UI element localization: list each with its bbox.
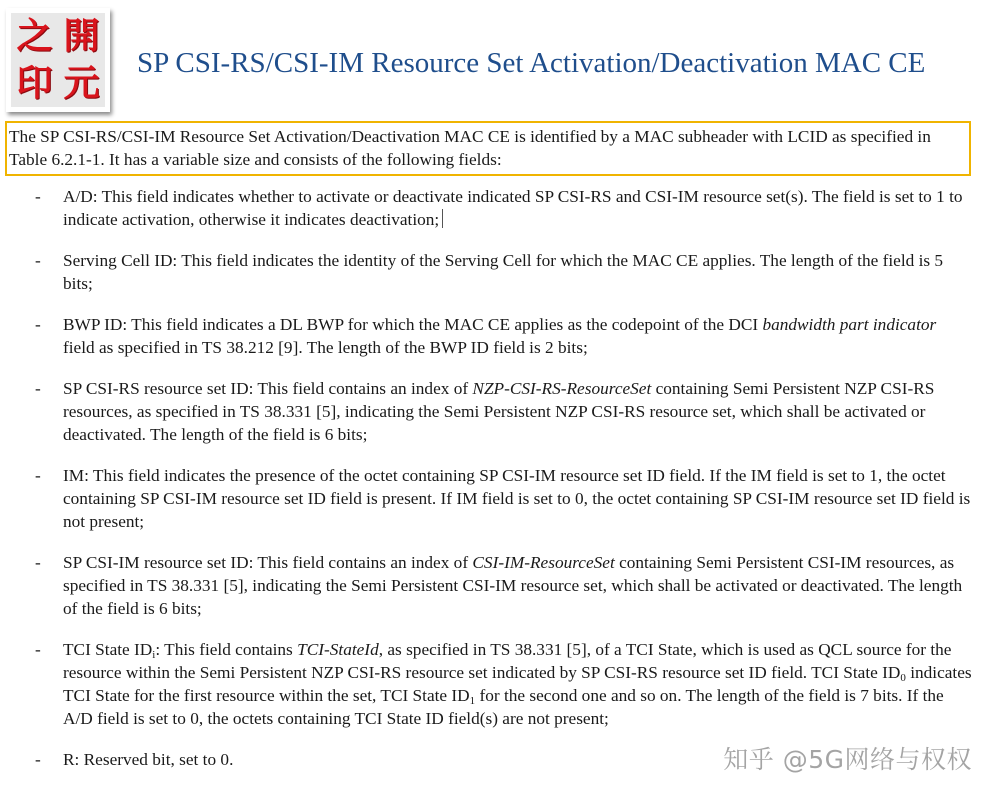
field-tci-text-4: indicates TCI State for the first resource within the set, TCI State ID <box>63 663 972 705</box>
bullet-dash: - <box>35 315 41 334</box>
field-sp-csi-im-set-id <box>0 551 996 620</box>
field-tci-text-3: , as specified in TS 38.331 [5], of a TCI State, which is used as QCL source for the resource within the Semi Persistent NZP CSI-RS resource set indicated by SP CSI-RS resource set ID field. TCI State ID <box>63 640 952 682</box>
field-sp-csi-rs-term: NZP-CSI-RS-ResourceSet <box>472 379 652 398</box>
field-tci-sub-0: 0 <box>900 672 906 684</box>
field-ad-text: A/D: This field indicates whether to activate or deactivate indicated SP CSI-RS and CSI-IM resource set(s). The field is set to 1 to indicate activation, otherwise it indicates deactivation; <box>63 187 963 229</box>
field-bwp-id <box>0 313 996 359</box>
bullet-dash: - <box>35 379 41 398</box>
field-serving-cell-id <box>0 249 996 295</box>
logo-char-2: 開 <box>63 15 100 57</box>
bullet-dash: - <box>35 466 41 485</box>
field-tci-sub-i: i <box>152 649 156 661</box>
page-title: SP CSI-RS/CSI-IM Resource Set Activation/Deactivation MAC CE <box>137 47 926 79</box>
text-cursor <box>442 209 443 228</box>
field-tci-sub-1: 1 <box>469 695 476 707</box>
field-tci-text-2: : This field contains <box>155 640 298 659</box>
field-serving-cell-text: Serving Cell ID: This field indicates the identity of the Serving Cell for which the MAC CE applies. The length of the field is 5 bits; <box>63 251 944 293</box>
field-tci-term: TCI-StateId <box>297 640 379 659</box>
field-bwp-text-pre: BWP ID: This field indicates a DL BWP for which the MAC CE applies as the codepoint of the DCI <box>63 315 763 334</box>
field-sp-csi-rs-text-post: containing Semi Persistent NZP CSI-RS resources, as specified in TS 38.331 [5], indicating the Semi Persistent NZP CSI-RS resource set, which shall be activated or deactivated. The length of the field is 6 bits; <box>63 379 935 444</box>
field-sp-csi-rs-set-id <box>0 377 996 446</box>
logo-char-1: 之 <box>16 15 53 57</box>
logo <box>6 8 110 112</box>
field-sp-csi-im-term: CSI-IM-ResourceSet <box>472 553 615 572</box>
bullet-dash: - <box>35 640 41 659</box>
bullet-dash: - <box>35 187 41 206</box>
field-bwp-text-post: field as specified in TS 38.212 [9]. The length of the BWP ID field is 2 bits; <box>63 338 588 357</box>
field-im-text: IM: This field indicates the presence of the octet containing SP CSI-IM resource set ID field. If the IM field is set to 1, the octet containing SP CSI-IM resource set ID field is present. If IM field is set to 0, the octet containing SP CSI-IM resource set ID field is not present; <box>63 466 971 531</box>
logo-char-4: 元 <box>63 62 100 104</box>
watermark: 知乎 @5G网络与权权 <box>723 745 972 774</box>
intro-paragraph: The SP CSI-RS/CSI-IM Resource Set Activation/Deactivation MAC CE is identified by a MAC subheader with LCID as specified in Table 6.2.1-1. It has a variable size and consists of the following fields: <box>5 121 971 176</box>
field-im <box>0 464 996 533</box>
field-ad <box>0 185 996 231</box>
field-r-text: R: Reserved bit, set to 0. <box>63 750 234 769</box>
bullet-dash: - <box>35 553 41 572</box>
field-tci-state-id <box>0 638 996 730</box>
field-sp-csi-im-text-post: containing Semi Persistent CSI-IM resources, as specified in TS 38.331 [5], indicating the Semi Persistent CSI-IM resource set, which shall be activated or deactivated. The length of the field is 6 bits; <box>63 553 963 618</box>
field-sp-csi-im-text-pre: SP CSI-IM resource set ID: This field contains an index of <box>63 553 473 572</box>
logo-char-3: 印 <box>16 62 53 104</box>
field-bwp-term: bandwidth part indicator <box>762 315 937 334</box>
bullet-dash: - <box>35 251 41 270</box>
field-list <box>0 185 996 789</box>
logo-seal <box>11 13 105 107</box>
field-tci-text-1: TCI State ID <box>63 640 153 659</box>
field-sp-csi-rs-text-pre: SP CSI-RS resource set ID: This field contains an index of <box>63 379 473 398</box>
bullet-dash: - <box>35 750 41 769</box>
field-tci-text-5: for the second one and so on. The length of the field is 7 bits. If the A/D field is set to 0, the octets containing TCI State ID field(s) are not present; <box>63 686 944 728</box>
